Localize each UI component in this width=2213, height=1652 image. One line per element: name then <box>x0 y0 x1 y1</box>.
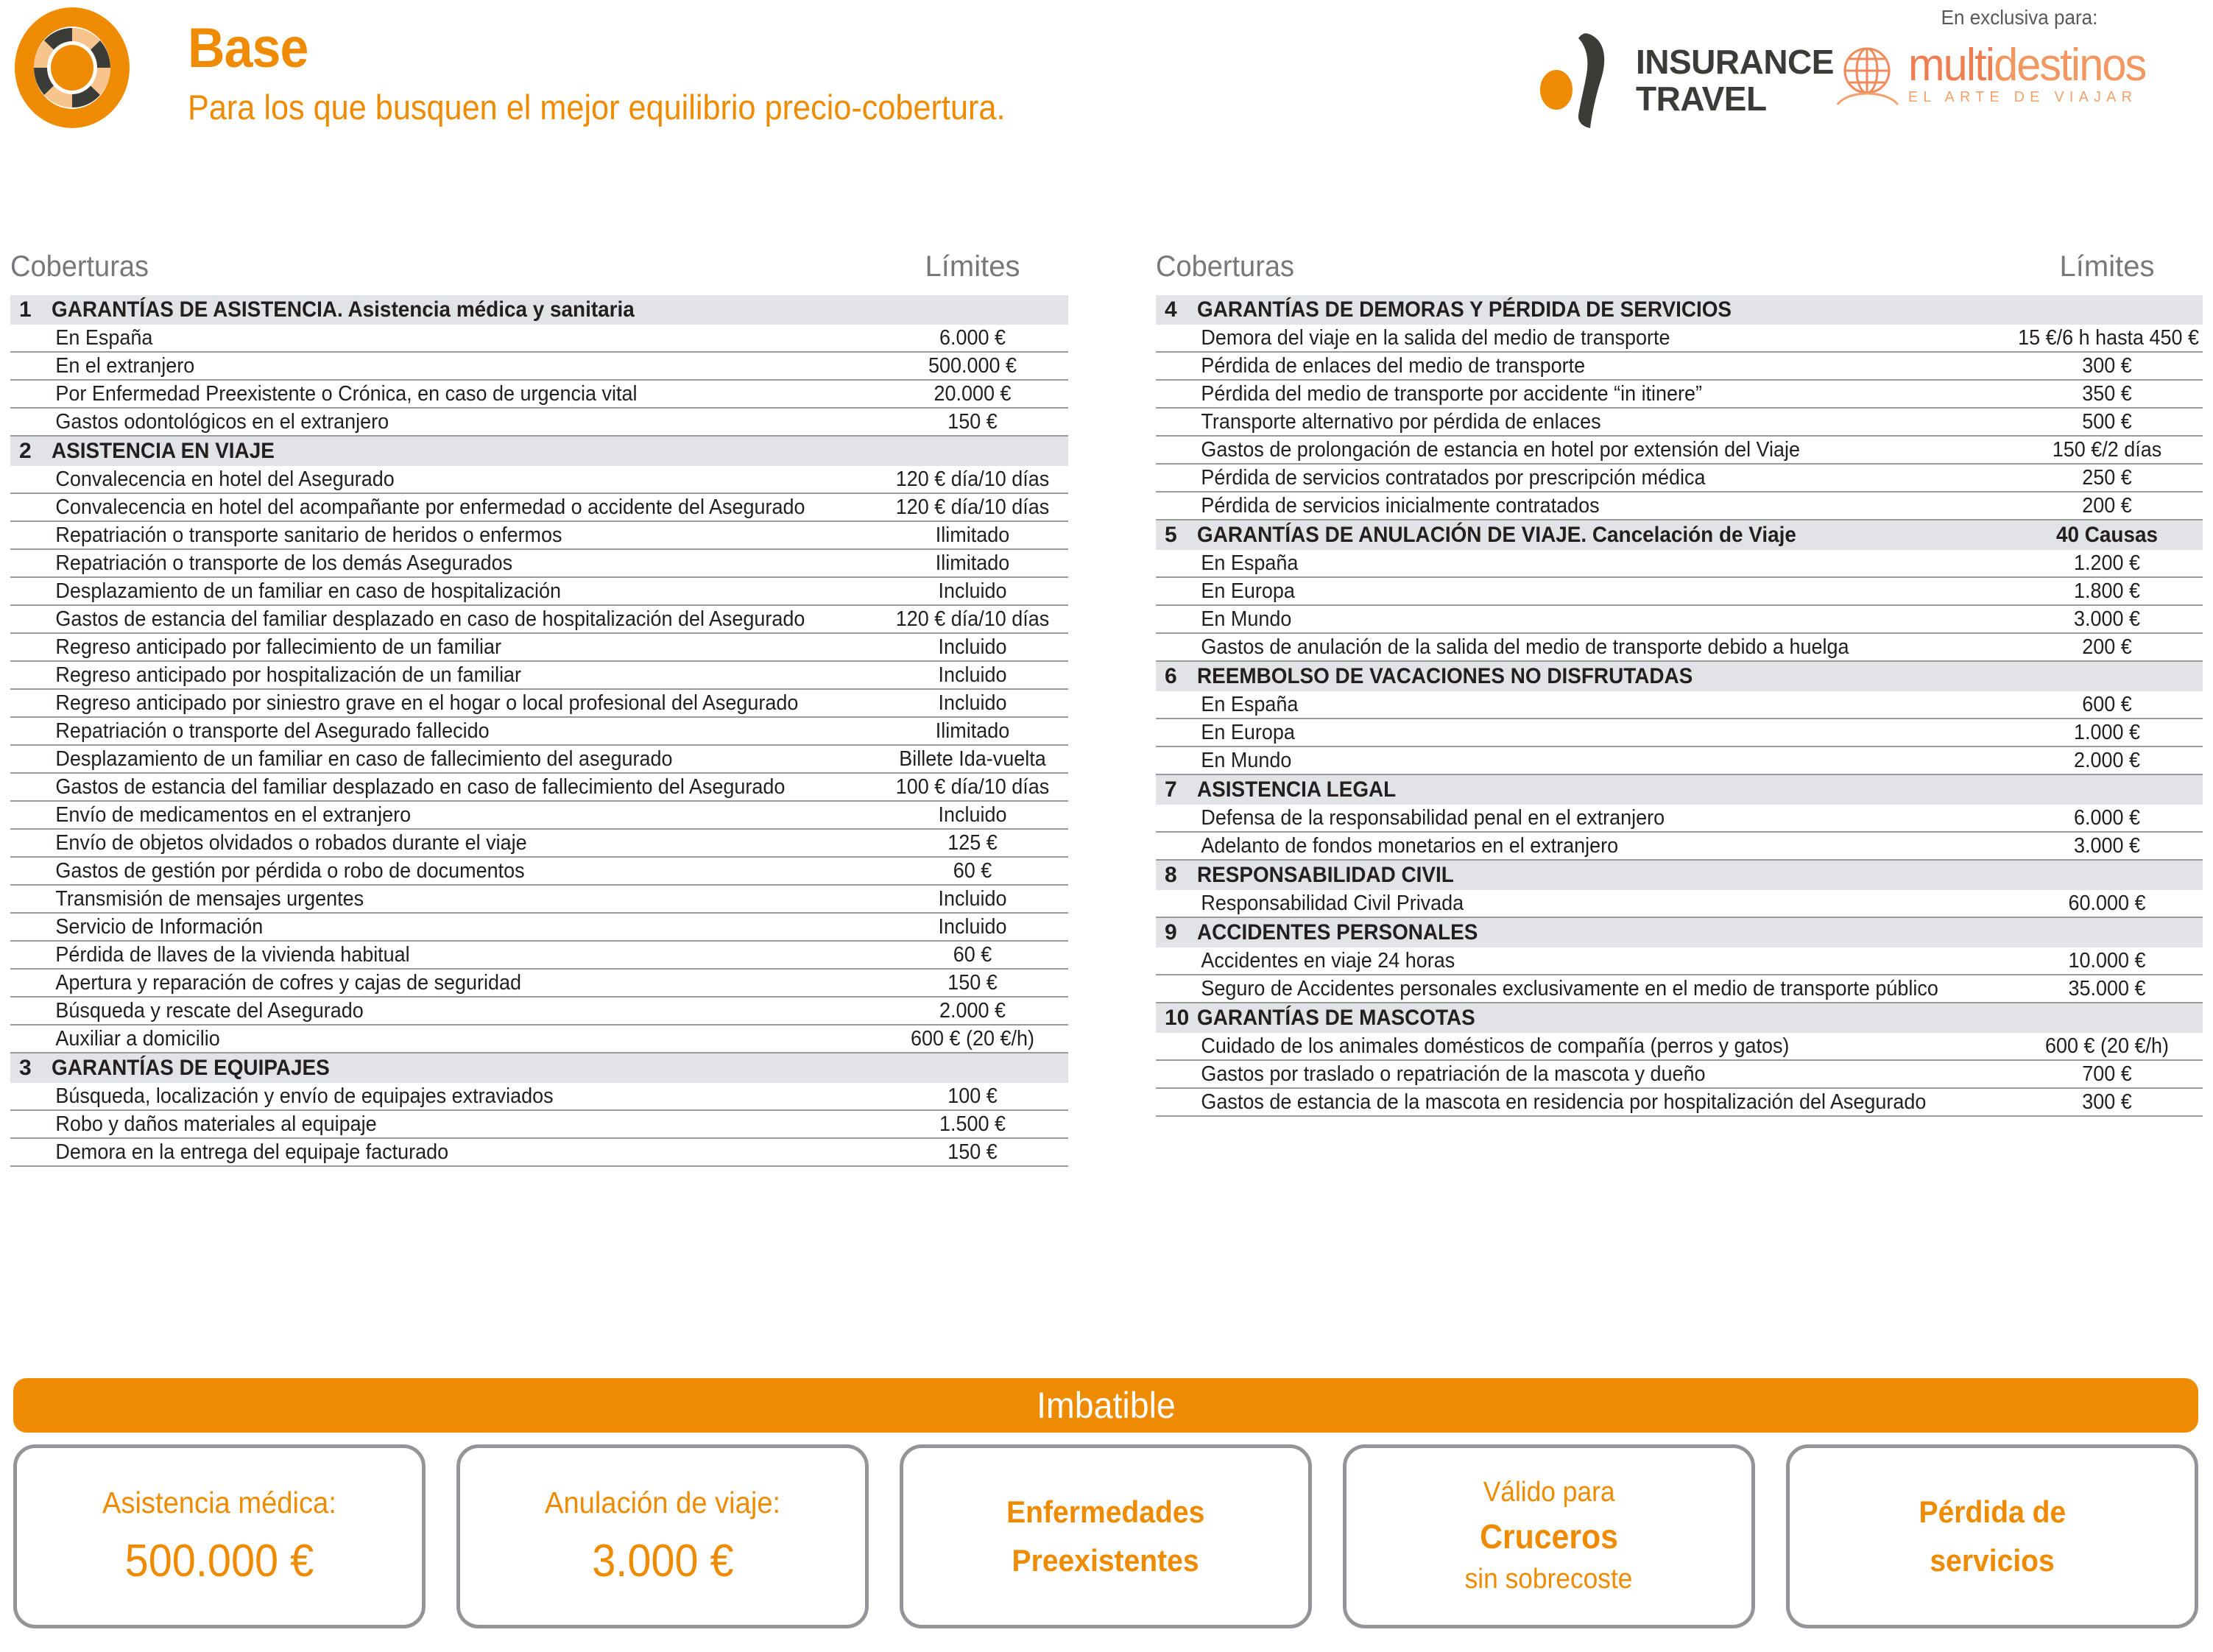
coverage-limit: 1.800 € <box>2073 579 2140 603</box>
coverage-limit: 200 € <box>2082 493 2132 518</box>
coverage-row <box>10 1139 1068 1167</box>
feature-line-2: servicios <box>1930 1543 2055 1578</box>
coverage-label: Responsabilidad Civil Privada <box>1201 891 1464 915</box>
coverage-label: Gastos de estancia del familiar desplazado en caso de fallecimiento del Asegurado <box>55 774 786 799</box>
coverage-limit: 150 €/2 días <box>2052 437 2162 462</box>
coverage-row <box>10 522 1068 550</box>
partner-name-part2: destinos <box>1994 39 2146 91</box>
coverage-label: Transmisión de mensajes urgentes <box>55 886 364 911</box>
coverage-label: En España <box>55 325 153 350</box>
coverage-label: Adelanto de fondos monetarios en el extranjero <box>1201 833 1619 858</box>
section-number: 3 <box>19 1056 32 1080</box>
coverage-limit: 15 €/6 h hasta 450 € <box>2018 325 2200 350</box>
coverage-row <box>10 409 1068 437</box>
coverage-limit: 100 € <box>947 1084 998 1108</box>
coverage-limit: 6.000 € <box>939 325 1006 350</box>
coverage-label: Gastos de estancia del familiar desplazado en caso de hospitalización del Asegurado <box>55 607 805 631</box>
coverage-row <box>10 634 1068 662</box>
section-number: 1 <box>19 297 32 322</box>
coverage-limit: 300 € <box>2082 1090 2132 1114</box>
coverage-label: En Europa <box>1201 579 1295 603</box>
coverage-row <box>10 662 1068 690</box>
section-title: GARANTÍAS DE MASCOTAS <box>1197 1006 1475 1031</box>
coverage-limit: 2.000 € <box>2073 748 2140 772</box>
column-header-coberturas: Coberturas <box>1156 250 1294 283</box>
imbatible-label: Imbatible <box>1036 1385 1176 1426</box>
coverage-limit: 10.000 € <box>2068 948 2146 973</box>
coverage-limit: Ilimitado <box>935 719 1010 743</box>
globe-icon <box>1833 41 1901 109</box>
feature-line-1: Pérdida de <box>1919 1494 2066 1529</box>
coverage-label: Cuidado de los animales domésticos de compañía (perros y gatos) <box>1201 1034 1790 1058</box>
coverage-label: Auxiliar a domicilio <box>55 1026 220 1051</box>
coverage-row <box>10 914 1068 942</box>
section-number: 8 <box>1165 863 1177 887</box>
coverage-label: En Mundo <box>1201 607 1292 631</box>
column-header-coberturas: Coberturas <box>10 250 149 283</box>
partner-tagline: EL ARTE DE VIAJAR <box>1908 89 2138 106</box>
coverage-limit: Incluido <box>938 802 1007 827</box>
coverage-limit: 2.000 € <box>939 998 1006 1023</box>
coverage-limit: 500 € <box>2082 409 2132 434</box>
feature-line-1: Anulación de viaje: <box>544 1485 781 1519</box>
coverage-label: Regreso anticipado por fallecimiento de un familiar <box>55 635 502 659</box>
coverage-row <box>1156 381 2203 409</box>
coverage-label: En Mundo <box>1201 748 1292 772</box>
coverage-row <box>10 690 1068 718</box>
coverage-label: Defensa de la responsabilidad penal en el extranjero <box>1201 805 1665 830</box>
coverage-limit: 300 € <box>2082 353 2132 378</box>
coverage-label: Pérdida de llaves de la vivienda habitual <box>55 942 410 967</box>
coverage-row <box>10 998 1068 1026</box>
table-header-row-left <box>10 250 1068 295</box>
section-title: REEMBOLSO DE VACACIONES NO DISFRUTADAS <box>1197 664 1693 689</box>
partner-block <box>1833 6 2206 109</box>
coverage-row <box>1156 550 2203 578</box>
coverage-limit: 600 € (20 €/h) <box>2045 1034 2169 1058</box>
coverage-label: Pérdida de servicios contratados por prescripción médica <box>1201 465 1706 490</box>
coverage-row <box>1156 975 2203 1003</box>
section-header-row <box>1156 918 2203 947</box>
coverage-label: Búsqueda, localización y envío de equipajes extraviados <box>55 1084 554 1108</box>
coverage-label: Gastos de estancia de la mascota en residencia por hospitalización del Asegurado <box>1201 1090 1927 1114</box>
section-header-row <box>10 295 1068 325</box>
coverage-row <box>1156 606 2203 634</box>
coverage-limit: 120 € día/10 días <box>895 495 1050 519</box>
section-number: 10 <box>1165 1006 1190 1030</box>
coverage-label: Regreso anticipado por hospitalización de un familiar <box>55 663 522 687</box>
title-block <box>188 17 1076 127</box>
coverage-row <box>1156 691 2203 719</box>
coverage-row <box>1156 437 2203 465</box>
coverage-label: En el extranjero <box>55 353 195 378</box>
section-title: GARANTÍAS DE ASISTENCIA. Asistencia médica y sanitaria <box>52 297 635 322</box>
coverage-limit: 500.000 € <box>928 353 1017 378</box>
coverage-label: Gastos odontológicos en el extranjero <box>55 409 389 434</box>
feature-line-1: Asistencia médica: <box>102 1485 336 1519</box>
insurance-brand-line1: INSURANCE <box>1636 43 1834 82</box>
feature-line-1: Válido para <box>1483 1477 1615 1508</box>
coverage-limit: Incluido <box>938 914 1007 939</box>
coverage-label: Servicio de Información <box>55 914 264 939</box>
page-subtitle: Para los que busquen el mejor equilibrio precio-cobertura. <box>188 88 1006 127</box>
feature-line-1: Enfermedades <box>1006 1494 1205 1529</box>
coverage-label: Gastos de anulación de la salida del medio de transporte debido a huelga <box>1201 635 1849 659</box>
coverage-limit: 120 € día/10 días <box>895 607 1050 631</box>
coverage-row <box>1156 493 2203 520</box>
section-header-row <box>1156 775 2203 805</box>
feature-box <box>1343 1444 1755 1628</box>
coverage-label: Gastos de gestión por pérdida o robo de documentos <box>55 858 525 883</box>
section-header-row <box>1156 1003 2203 1033</box>
column-header-limites: Límites <box>2059 250 2155 283</box>
coverage-row <box>10 353 1068 381</box>
coverage-limit: Incluido <box>938 635 1007 659</box>
coverage-row <box>1156 947 2203 975</box>
coverage-label: Demora del viaje en la salida del medio de transporte <box>1201 325 1670 350</box>
coverage-row <box>10 550 1068 578</box>
insurance-travel-logo <box>1537 29 1834 133</box>
coverage-limit: 1.200 € <box>2073 551 2140 575</box>
coverage-label: Transporte alternativo por pérdida de enlaces <box>1201 409 1601 434</box>
section-number: 2 <box>19 439 32 463</box>
coverage-row <box>10 970 1068 998</box>
coverage-limit: Incluido <box>938 886 1007 911</box>
coverage-limit: 200 € <box>2082 635 2132 659</box>
page-header <box>0 0 2213 166</box>
section-title: ASISTENCIA EN VIAJE <box>52 439 275 464</box>
coverage-label: Pérdida del medio de transporte por accidente “in itinere” <box>1201 381 1703 406</box>
coverage-row <box>1156 890 2203 918</box>
section-number: 9 <box>1165 920 1177 945</box>
coverage-row <box>10 466 1068 494</box>
imbatible-banner <box>13 1378 2198 1433</box>
coverage-row <box>1156 634 2203 662</box>
coverage-label: En España <box>1201 551 1299 575</box>
section-title: ACCIDENTES PERSONALES <box>1197 920 1478 945</box>
coverage-row <box>10 774 1068 802</box>
coverage-row <box>10 325 1068 353</box>
coverage-row <box>10 746 1068 774</box>
partner-wordmark <box>1908 39 2146 91</box>
coverage-row <box>1156 578 2203 606</box>
coverage-limit: Ilimitado <box>935 551 1010 575</box>
partner-name-part1: multi <box>1908 39 1994 91</box>
coverage-row <box>10 1111 1068 1139</box>
coverage-label: Convalecencia en hotel del Asegurado <box>55 467 395 491</box>
section-title: RESPONSABILIDAD CIVIL <box>1197 863 1454 888</box>
coverage-row <box>1156 805 2203 833</box>
coverage-label: Búsqueda y rescate del Asegurado <box>55 998 364 1023</box>
coverage-label: Envío de medicamentos en el extranjero <box>55 802 412 827</box>
coverage-limit: 150 € <box>947 409 998 434</box>
coverage-row <box>10 1026 1068 1053</box>
coverage-table-left <box>10 250 1068 1167</box>
coverage-limit: 3.000 € <box>2073 833 2140 858</box>
coverage-limit: Incluido <box>938 663 1007 687</box>
feature-box <box>900 1444 1312 1628</box>
coverage-limit: 350 € <box>2082 381 2132 406</box>
feature-box <box>456 1444 869 1628</box>
coverage-table-right <box>1156 250 2203 1117</box>
coverage-row <box>1156 465 2203 493</box>
section-header-row <box>1156 295 2203 325</box>
feature-box <box>13 1444 426 1628</box>
coverage-label: Accidentes en viaje 24 horas <box>1201 948 1455 973</box>
section-header-row <box>1156 662 2203 691</box>
coverage-limit: Incluido <box>938 691 1007 715</box>
coverage-label: En España <box>1201 692 1299 716</box>
coverage-limit: 150 € <box>947 970 998 995</box>
coverage-label: Gastos por traslado o repatriación de la mascota y dueño <box>1201 1062 1706 1086</box>
coverage-limit: Billete Ida-vuelta <box>899 746 1046 771</box>
coverage-limit: 20.000 € <box>933 381 1012 406</box>
coverage-limit: 1.500 € <box>939 1112 1006 1136</box>
coverage-limit: 40 Causas <box>2055 523 2159 547</box>
coverage-label: Repatriación o transporte de los demás Asegurados <box>55 551 513 575</box>
coverage-row <box>1156 719 2203 747</box>
coverage-limit: 100 € día/10 días <box>895 774 1050 799</box>
coverage-limit: 125 € <box>947 830 998 855</box>
coverage-limit: Ilimitado <box>935 523 1010 547</box>
column-header-limites: Límites <box>925 250 1020 283</box>
table-header-row-right <box>1156 250 2203 295</box>
coverage-row <box>1156 325 2203 353</box>
coverage-row <box>10 830 1068 858</box>
feature-box-row <box>13 1444 2198 1628</box>
coverage-row <box>10 381 1068 409</box>
section-title: GARANTÍAS DE EQUIPAJES <box>52 1056 330 1081</box>
feature-box <box>1786 1444 2198 1628</box>
coverage-label: Apertura y reparación de cofres y cajas de seguridad <box>55 970 522 995</box>
insurance-brand-line2: TRAVEL <box>1636 80 1767 118</box>
coverage-row <box>1156 747 2203 775</box>
coverage-limit: 600 € (20 €/h) <box>911 1026 1034 1051</box>
section-number: 7 <box>1165 777 1177 802</box>
section-header-row <box>10 437 1068 466</box>
coverage-label: Demora en la entrega del equipaje facturado <box>55 1140 449 1164</box>
coverage-row <box>10 942 1068 970</box>
feature-line-2: 3.000 € <box>591 1535 734 1586</box>
coverage-label: Repatriación o transporte del Asegurado fallecido <box>55 719 490 743</box>
coverage-label: En Europa <box>1201 720 1295 744</box>
insurance-travel-mark-icon <box>1537 29 1623 133</box>
coverage-limit: 250 € <box>2082 465 2132 490</box>
coverage-limit: 60 € <box>953 942 992 967</box>
page-title: Base <box>188 17 308 80</box>
coverage-row <box>1156 1033 2203 1061</box>
exclusive-label: En exclusiva para: <box>1941 6 2098 29</box>
section-header-row <box>1156 861 2203 890</box>
coverage-limit: Incluido <box>938 579 1007 603</box>
coverage-row <box>10 802 1068 830</box>
coverage-row <box>1156 1061 2203 1089</box>
section-header-row <box>1156 520 2203 550</box>
section-number: 4 <box>1165 297 1177 322</box>
coverage-label: Desplazamiento de un familiar en caso de fallecimiento del asegurado <box>55 746 673 771</box>
section-number: 6 <box>1165 664 1177 688</box>
coverage-label: Seguro de Accidentes personales exclusivamente en el medio de transporte público <box>1201 976 1938 1000</box>
coverage-row <box>10 1083 1068 1111</box>
feature-line-2: Preexistentes <box>1012 1543 1200 1578</box>
coverage-row <box>10 494 1068 522</box>
coverage-limit: 60 € <box>953 858 992 883</box>
coverage-limit: 600 € <box>2082 692 2132 716</box>
coverage-limit: 60.000 € <box>2068 891 2146 915</box>
coverage-limit: 3.000 € <box>2073 607 2140 631</box>
coverage-row <box>10 606 1068 634</box>
section-number: 5 <box>1165 523 1177 547</box>
coverage-row <box>1156 833 2203 861</box>
section-title: GARANTÍAS DE ANULACIÓN DE VIAJE. Cancelación de Viaje <box>1197 523 1796 548</box>
coverage-label: Convalecencia en hotel del acompañante por enfermedad o accidente del Asegurado <box>55 495 805 519</box>
coverage-limit: 700 € <box>2082 1062 2132 1086</box>
coverage-row <box>1156 353 2203 381</box>
coverage-label: Pérdida de enlaces del medio de transporte <box>1201 353 1586 378</box>
section-header-row <box>10 1053 1068 1083</box>
coverage-limit: 6.000 € <box>2073 805 2140 830</box>
coverage-label: Pérdida de servicios inicialmente contratados <box>1201 493 1600 518</box>
coverage-limit: 35.000 € <box>2068 976 2146 1000</box>
feature-line-2: 500.000 € <box>124 1535 314 1586</box>
coverage-label: Desplazamiento de un familiar en caso de hospitalización <box>55 579 562 603</box>
coverage-row <box>10 578 1068 606</box>
coverage-limit: 120 € día/10 días <box>895 467 1050 491</box>
insurance-travel-wordmark <box>1636 44 1834 117</box>
lifebuoy-icon <box>10 6 134 130</box>
coverage-limit: 150 € <box>947 1140 998 1164</box>
coverage-row <box>1156 409 2203 437</box>
coverage-label: Regreso anticipado por siniestro grave en el hogar o local profesional del Asegurado <box>55 691 799 715</box>
coverage-label: Robo y daños materiales al equipaje <box>55 1112 377 1136</box>
feature-line-emphasis: Cruceros <box>1480 1517 1618 1556</box>
section-title: ASISTENCIA LEGAL <box>1197 777 1397 802</box>
coverage-label: Por Enfermedad Preexistente o Crónica, en caso de urgencia vital <box>55 381 638 406</box>
coverage-label: Repatriación o transporte sanitario de heridos o enfermos <box>55 523 562 547</box>
feature-line-2: sin sobrecoste <box>1465 1564 1633 1595</box>
coverage-row <box>10 858 1068 886</box>
coverage-row <box>10 886 1068 914</box>
coverage-label: Gastos de prolongación de estancia en hotel por extensión del Viaje <box>1201 437 1801 462</box>
coverage-row <box>1156 1089 2203 1117</box>
coverage-limit: 1.000 € <box>2073 720 2140 744</box>
coverage-row <box>10 718 1068 746</box>
section-title: GARANTÍAS DE DEMORAS Y PÉRDIDA DE SERVICIOS <box>1197 297 1732 322</box>
coverage-label: Envío de objetos olvidados o robados durante el viaje <box>55 830 527 855</box>
